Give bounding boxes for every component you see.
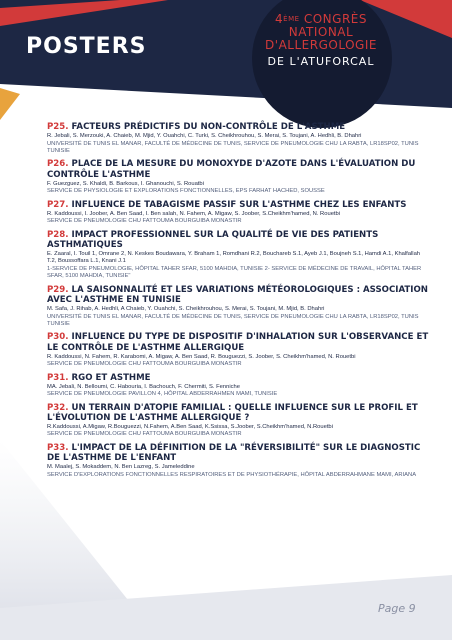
poster-authors: M. Safa, J. Rihab, A. Hedhli, A Chaieb, Y. Ouahchi, S. Cheikhrouhou, S. Merai, S. Toujani, M. Mjid, B. Dhahri (47, 306, 325, 313)
poster-title: P27. INFLUENCE DE TABAGISME PASSIF SUR L'ASTHME CHEZ LES ENFANTS (47, 199, 407, 210)
poster-number: P31. (47, 372, 69, 383)
poster-title: P29. LA SAISONNALITÉ ET LES VARIATIONS MÉTÉOROLOGIQUES : ASSOCIATION AVEC L'ASTHME EN TUNISIE (47, 284, 428, 305)
poster-affiliation: SERVICE DE PNEUMOLOGIE PAVILLON 4, HÔPITAL ABDERRAHMEN MAMI, TUNISIE (47, 391, 278, 398)
poster-authors: R. Jebali, S. Merzouki, A. Chaieb, M. Mjid, Y. Ouahchi, C. Turki, S. Cheikhrouhou, S. Merai, S. Toujani, A. Hedhli, B. Dhahri (47, 133, 362, 140)
poster-title: P33. L'IMPACT DE LA DÉFINITION DE LA "RÉVERSIBILITÉ" SUR LE DIAGNOSTIC DE L'ASTHME DE L'ENFANT (47, 442, 421, 463)
congress-line-2: NATIONAL D'ALLERGOLOGIE (265, 25, 377, 52)
poster-affiliation: SERVICE DE PNEUMOLOGIE CHU FATTOUMA BOURGUIBA MONASTIR (47, 361, 242, 368)
poster-authors: MA. Jebali, N. Belloumi, C. Habouria, I. Bachouch, F. Chermiti, S. Fenniche (47, 383, 240, 390)
poster-affiliation: SERVICE DE PNEUMOLOGIE CHU FATTOUMA BOURGUIBA MONASTIR (47, 431, 242, 438)
orange-accent (0, 88, 20, 120)
poster-entry (47, 373, 429, 399)
congress-logo-text (250, 13, 392, 68)
poster-authors: R. Kaddoussi, N. Fahem, R. Karabomi, A. Migaw, A. Ben Saad, R. Bouguezzi, S. Joober, S. Cheikhm'hamed, N. Rouetbi (47, 353, 356, 360)
poster-affiliation: 1-SERVICE DE PNEUMOLOGIE, HÔPITAL TAHER SFAR, 5100 MAHDIA, TUNISIE 2- SERVICE DE MÉDECINE DE TRAVAIL, HÔPITAL TAHER SFAR, 5100 MAHDIA, TUNISIE" (47, 265, 422, 280)
poster-authors: R. Kaddoussi, I. Joober, A. Ben Saad, I. Ben salah, N. Fahem, A. Migaw, S. Joober, S.Cheikhm'hamed, N. Rouetbi (47, 210, 341, 217)
poster-entry (47, 403, 429, 439)
poster-authors: F. Guezguez, S. Khaldi, B. Barkous, I. Ghanouchi, S. Rouatbi (47, 180, 204, 187)
poster-number: P30. (47, 332, 69, 343)
poster-affiliation: UNIVERSITÉ DE TUNIS EL MANAR, FACULTÉ DE MÉDECINE DE TUNIS, SERVICE DE PNEUMOLOGIE CHU LA RABTA, LR18SP02, TUNIS TUNISIE (47, 313, 419, 327)
poster-affiliation: UNIVERSITÉ DE TUNIS EL MANAR, FACULTÉ DE MÉDECINE DE TUNIS, SERVICE DE PNEUMOLOGIE CHU LA RABTA, LR18SP02, TUNIS TUNISIE (47, 140, 419, 155)
poster-authors: M. Maalej, S. Mokaddem, N. Ben Lazreg, S. Jameleddine (47, 464, 195, 471)
poster-affiliation: SERVICE DE PNEUMOLOGIE CHU FATTOUMA BOURGUIBA MONASTIR (47, 218, 242, 225)
congress-line-3: DE L'ATUFORCAL (267, 55, 375, 68)
poster-title: P30. INFLUENCE DU TYPE DE DISPOSITIF D'INHALATION SUR L'OBSERVANCE ET LE CONTRÔLE DE L'ASTHME ALLERGIQUE (47, 332, 429, 353)
poster-affiliation: SERVICE D'EXPLORATIONS FONCTIONNELLES RESPIRATOIRES ET DE PHYSIOTHÉRAPIE, HÔPITAL ABDERRAHMANE MAMI, ARIANA (47, 471, 417, 478)
poster-entry (47, 122, 429, 155)
poster-entry (47, 230, 429, 281)
poster-entry (47, 332, 429, 368)
poster-title: P25. FACTEURS PRÉDICTIFS DU NON-CONTRÔLE DE L'ASTHME (47, 122, 346, 132)
poster-list (47, 122, 429, 483)
poster-number: P25. (47, 122, 69, 132)
congress-line-1: 4ÈME CONGRÈS (275, 12, 367, 26)
poster-affiliation: SERVICE DE PHYSIOLOGIE ET EXPLORATIONS FONCTIONNELLES, EPS FARHAT HACHED, SOUSSE (47, 188, 325, 195)
poster-number: P26. (47, 159, 69, 170)
page-number: Page 9 (378, 602, 416, 615)
poster-number: P32. (47, 402, 69, 413)
poster-number: P27. (47, 199, 69, 210)
poster-entry (47, 443, 429, 479)
poster-title: P26. PLACE DE LA MESURE DU MONOXYDE D'AZOTE DANS L'ÉVALUATION DU CONTRÔLE L'ASTHME (47, 159, 416, 180)
poster-number: P28. (47, 229, 69, 240)
poster-title: P31. RGO ET ASTHME (47, 372, 151, 383)
poster-number: P29. (47, 284, 69, 295)
poster-entry (47, 159, 429, 195)
poster-entry (47, 200, 429, 226)
poster-number: P33. (47, 442, 69, 453)
posters-heading: POSTERS (26, 34, 147, 59)
poster-title: P28. IMPACT PROFESSIONNEL SUR LA QUALITÉ DE VIE DES PATIENTS ASTHMATIQUES (47, 229, 379, 250)
poster-authors: E. Zaaral, I. Touil 1, Omrane 2, N. Keskes Boudawara, Y. Braham 1, Romdhani R.2, Bouchareb S.1, Ayeb J.1, Boujneh S.1, Hamdi A.1, Khalfallah T.2, Boussoffara L.1, Knani J.1 (47, 251, 421, 265)
poster-title: P32. UN TERRAIN D'ATOPIE FAMILIAL : QUELLE INFLUENCE SUR LE PROFIL ET L'ÉVOLUTION DE L'ASTHME ALLERGIQUE ? (47, 402, 418, 423)
poster-entry (47, 285, 429, 329)
poster-authors: R.Kaddoussi, A.Migaw, R.Bouguezzi, N.Fahem, A.Ben Saad, K.Ssissa, S.Joober, S.Cheikhm'hamed, N.Rouetbi (47, 423, 333, 430)
